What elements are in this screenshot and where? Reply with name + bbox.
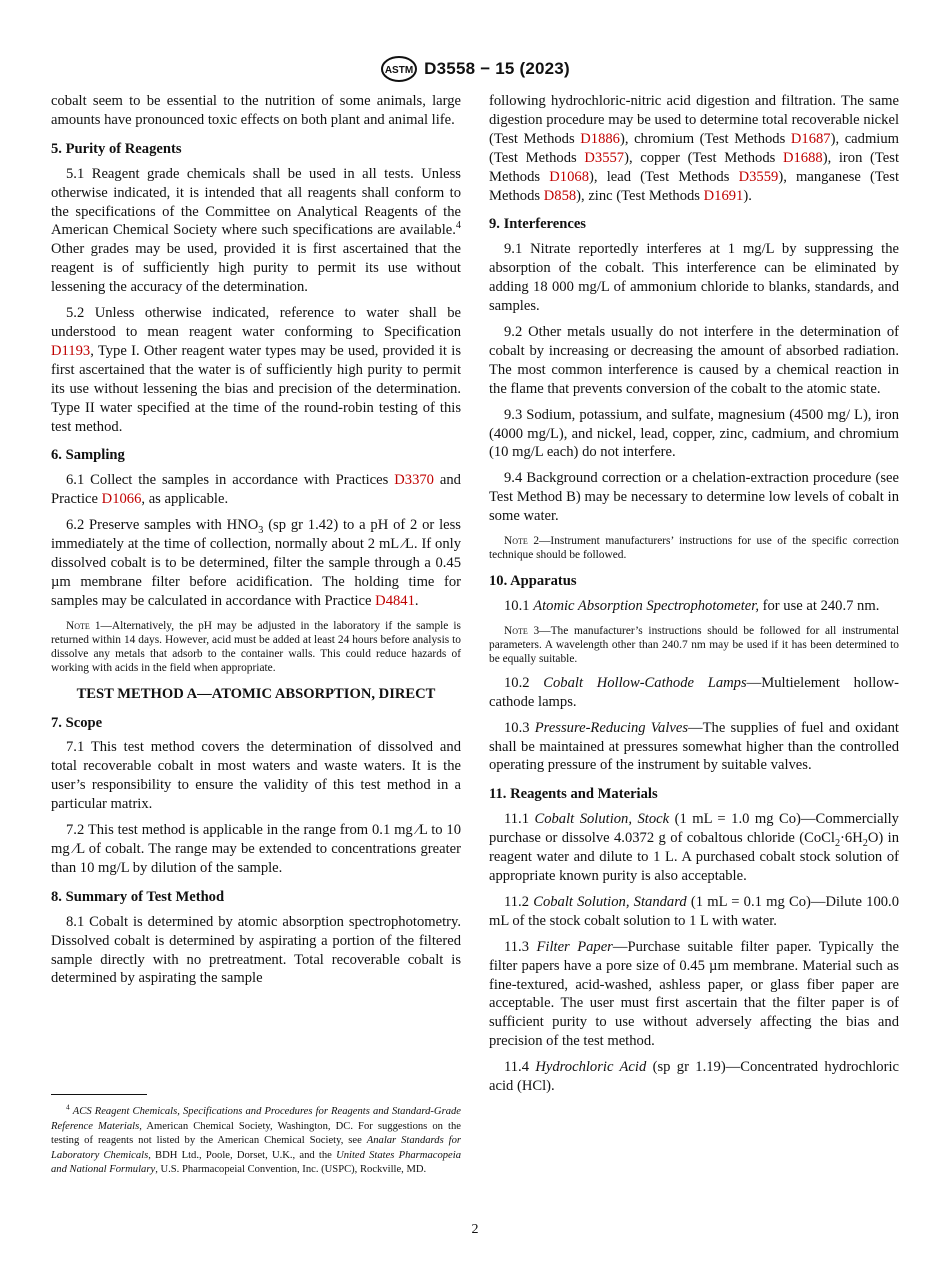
paragraph-11-1: 11.1 Cobalt Solution, Stock (1 mL = 1.0 mg Co)—Commercially purchase or dissolve 4.0372 g of cobaltous chloride $(CoCl_2\cdot 6H_2O)$ in reagent water and dilute to 1 L. A purchased cobalt stock solution of appropriate known purity is also acceptable. [489,811,899,884]
right-column [489,92,899,1103]
paragraph-9-2: 9.2 Other metals usually do not interfere in the determination of cobalt by increasing or decreasing the amount of absorbed radiation. The most common interference is caused by a chemical reaction in the flame that prevents conversion of the cobalt to the atomic state. [489,323,899,397]
paragraph-11-4: 11.4 Hydrochloric Acid (sp gr 1.19)—Concentrated hydrochloric acid (HCl). [489,1059,899,1095]
paragraph-5-2: 5.2 Unless otherwise indicated, reference to water shall be understood to mean reagent water conforming to Specification D1193, Type I. Other reagent water types may be used, provided it is first ascertained that the water is of sufficiently high purity to permit its use without lessening the bias and precision of the determination. Type II water specified at the time of the round-robin testing of this test method. [51,305,461,435]
footnote-divider [51,1094,147,1095]
heading-section-5: 5. Purity of Reagents [51,140,182,157]
page-header [0,55,950,83]
footnote-4: $^4$ ACS Reagent Chemicals, Specifications and Procedures for Reagents and Standard-Grade Reference Materials, American Chemical Society, Washington, DC. For suggestions on the testing of reagents not listed by the American Chemical Society, see Analar Standards for Laboratory Chemicals, BDH Ltd., Poole, Dorset, U.K., and the United States Pharmacopeia and National Formulary, U.S. Pharmacopeial Convention, Inc. (USPC), Rockville, MD. [51,1102,462,1175]
link-d3559[interactable]: D3559 [738,168,779,185]
heading-section-6: 6. Sampling [51,447,125,464]
paragraph-10-1: 10.1 Atomic Absorption Spectrophotometer, for use at 240.7 nm. [504,597,880,614]
note-3: Note 3—The manufacturer’s instructions should be followed for all instrumental parameters. A wavelength other than 240.7 nm may be used if it has been determined to be equally suitable. [489,624,899,665]
heading-test-method-a: TEST METHOD A—ATOMIC ABSORPTION, DIRECT [76,685,436,702]
heading-section-7: 7. Scope [51,714,103,731]
heading-section-11: 11. Reagents and Materials [489,786,658,803]
link-d1688[interactable]: D1688 [782,149,823,166]
link-d1066[interactable]: D1066 [101,491,142,508]
paragraph-7-1: 7.1 This test method covers the determination of dissolved and total recoverable cobalt in most waters and waste waters. It is the user’s responsibility to ensure the validity of this test method in a particular matrix. [51,739,461,813]
paragraph-10-2: 10.2 Cobalt Hollow-Cathode Lamps—Multielement hollow-cathode lamps. [489,674,899,710]
paragraph-9-1: 9.1 Nitrate reportedly interferes at 1 mg/L by suppressing the absorption of the cobalt. This interference can be eliminated by adding 18 000 mg/L of ammonium chloride to blanks, standards, and samples. [489,241,899,315]
paragraph-6-1: 6.1 Collect the samples in accordance with Practices D3370 and Practice D1066, as applicable. [51,472,461,508]
heading-section-9: 9. Interferences [489,216,586,233]
footnote-area [51,1094,461,1178]
svg-text:ASTM: ASTM [385,65,414,76]
paragraph-10-3: 10.3 Pressure-Reducing Valves—The supplies of fuel and oxidant shall be maintained at pressures somewhat higher than the controlled operating pressure of the instrument by suitable valves. [489,719,899,774]
note-1: Note 1—Alternatively, the pH may be adjusted in the laboratory if the sample is returned within 14 days. However, acid must be added at least 24 hours before analysis to dissolve any metals that adsorb to the container walls. This could reduce hazards of working with acids in the field when appropriate. [51,619,461,674]
note-2: Note 2—Instrument manufacturers’ instructions for use of the specific correction technique should be followed. [489,535,899,562]
paragraph-11-3: 11.3 Filter Paper—Purchase suitable filter paper. Typically the filter papers have a pore size of 0.45 µm membrane. Material such as fine-textured, acid-washed, ashless paper, or glass fiber paper are acceptable. The user must first ascertain that the filter paper is of sufficient purity to use without adversely affecting the bias and precision of the test method. [489,938,899,1050]
astm-logo-icon [380,55,418,83]
paragraph-5-1: 5.1 Reagent grade chemicals shall be used in all tests. Unless otherwise indicated, it is intended that all reagents shall conform to the specifications of the Committee on Analytical Reagents of the American Chemical Society where such specifications are available.$^4$ Other grades may be used, provided it is first ascertained that the reagent is of sufficiently high purity to permit its use without lessening the accuracy of the determination. [51,165,461,296]
paragraph-9-3: 9.3 Sodium, potassium, and sulfate, magnesium (4500 mg/ L), iron (4000 mg/L), and nickel, lead, copper, zinc, cadmium, and chromium (10 mg/L each) do not interfere. [489,406,899,461]
link-d1886[interactable]: D1886 [580,130,620,147]
link-d1193[interactable]: D1193 [51,342,91,359]
paragraph-9-4: 9.4 Background correction or a chelation-extraction procedure (see Test Method B) may be necessary to determine low levels of cobalt in some water. [489,470,899,525]
paragraph-7-2: 7.2 This test method is applicable in the range from 0.1 mg ⁄L to 10 mg ⁄L of cobalt. The range may be extended to concentrations greater than 10 mg/L by dilution of the sample. [51,822,461,876]
paragraph-11-2: 11.2 Cobalt Solution, Standard (1 mL = 0.1 mg Co)—Dilute 100.0 mL of the stock cobalt solution to 1 L with water. [489,893,899,929]
paragraph-intro: cobalt seem to be essential to the nutrition of some animals, large amounts have pronounced toxic effects on both plant and animal life. [51,93,461,128]
document-designation: D3558 − 15 (2023) [424,59,570,78]
heading-section-8: 8. Summary of Test Method [51,888,225,905]
paragraph-6-2: 6.2 Preserve samples with $HNO_3$ (sp gr 1.42) to a pH of 2 or less immediately at the time of collection, normally about 2 mL ⁄L. If only dissolved cobalt is to be determined, filter the sample through a 0.45 µm membrane filter before acidification. The holding time for samples may be calculated in accordance with Practice D4841. [51,517,461,609]
footnote-ref-4[interactable]: 4 [455,220,461,232]
left-column [51,92,461,995]
page-number: 2 [471,1222,479,1237]
link-d1068[interactable]: D1068 [549,168,589,185]
link-d858[interactable]: D858 [543,187,577,204]
link-d3557[interactable]: D3557 [584,149,625,166]
link-d1691[interactable]: D1691 [703,187,744,204]
link-d3370[interactable]: D3370 [394,472,434,489]
paragraph-8-1-continued: following hydrochloric-nitric acid digestion and filtration. The same digestion procedure may be used to determine total recoverable nickel (Test Methods D1886), chromium (Test Methods D1687), cadmium (Test Methods D3557), copper (Test Methods D1688), iron (Test Methods D1068), lead (Test Methods D3559), manganese (Test Methods D858), zinc (Test Methods D1691). [489,93,900,204]
paragraph-8-1: 8.1 Cobalt is determined by atomic absorption spectrophotometry. Dissolved cobalt is determined by aspirating a portion of the filtered sample directly with no pretreatment. Total recoverable cobalt is determined by aspirating the sample [51,913,461,987]
link-d1687[interactable]: D1687 [790,130,831,147]
link-d4841[interactable]: D4841 [375,592,415,609]
heading-section-10: 10. Apparatus [489,573,577,590]
